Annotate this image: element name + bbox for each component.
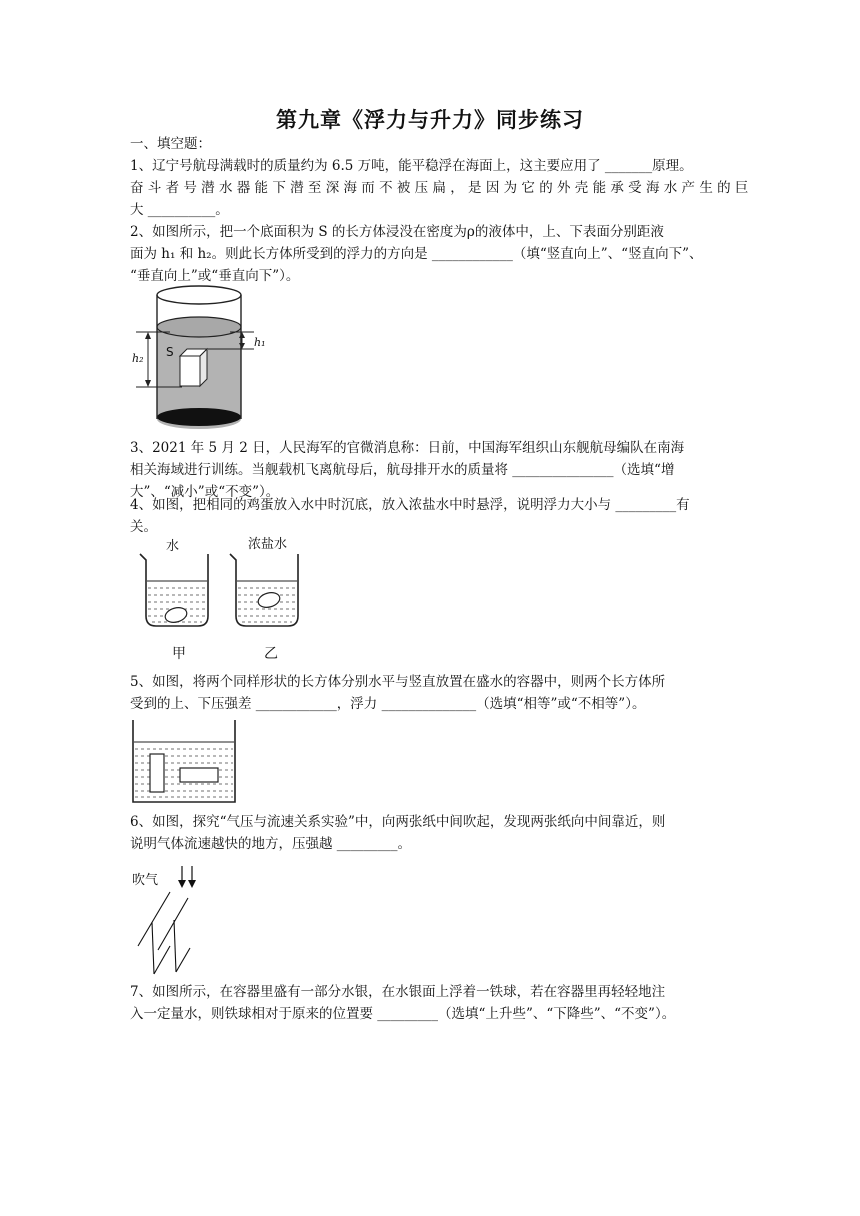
section-heading: 一、填空题： [130, 136, 211, 152]
h2-label: h₂ [132, 352, 144, 365]
beaker-left-caption: 甲 [172, 646, 186, 662]
q7-line-1: 7、如图所示，在容器里盛有一部分水银，在水银面上浮着一铁球，若在容器里再轻轻地注 [130, 984, 666, 1000]
q7-line-2: 入一定量水，则铁球相对于原来的位置要 _________（选填“上升些”、“下降些”、“不变”）。 [130, 1006, 676, 1022]
beakers-figure [130, 534, 310, 664]
paper-figure [130, 862, 220, 980]
q1-line-2: 奋 斗 者 号 潜 水 器 能 下 潜 至 深 海 而 不 被 压 扁 ， 是 因 为 它 的 外 壳 能 承 受 海 水 产 生 的 巨 [130, 180, 749, 196]
q4-line-1: 4、如图，把相同的鸡蛋放入水中时沉底，放入浓盐水中时悬浮，说明浮力大小与 _________有 [130, 497, 690, 513]
q6-line-2: 说明气体流速越快的地方，压强越 _________。 [130, 836, 412, 852]
beaker-right-caption: 乙 [264, 646, 278, 662]
page-title: 第九章《浮力与升力》同步练习 [276, 108, 584, 132]
s-label: S [166, 345, 174, 359]
q1-line-1: 1、辽宁号航母满载时的质量约为 6.5 万吨，能平稳浮在海面上，这主要应用了 _______原理。 [130, 158, 693, 174]
h1-label: h₁ [254, 336, 266, 349]
q3-line-1: 3、2021 年 5 月 2 日，人民海军的官微消息称：日前，中国海军组织山东舰航母编队在南海 [130, 440, 685, 456]
q6-line-1: 6、如图，探究“气压与流速关系实验”中，向两张纸中间吹起，发现两张纸向中间靠近，则 [130, 814, 666, 830]
q1-line-3: 大 __________。 [130, 202, 229, 218]
container-figure [130, 718, 240, 806]
q2-line-1: 2、如图所示，把一个底面积为 S 的长方体浸没在密度为ρ的液体中，上、下表面分别距液 [130, 224, 664, 240]
q4-line-2: 关。 [130, 519, 157, 535]
q5-line-1: 5、如图，将两个同样形状的长方体分别水平与竖直放置在盛水的容器中，则两个长方体所 [130, 674, 666, 690]
beaker-left-label: 水 [166, 539, 180, 554]
blow-label: 吹气 [132, 873, 159, 888]
q5-line-2: 受到的上、下压强差 ____________，浮力 ______________（选填“相等”或“不相等”）。 [130, 696, 646, 712]
q3-line-2: 相关海域进行训练。当舰载机飞离航母后，航母排开水的质量将 _______________（选填“增 [130, 462, 675, 478]
beaker-right-label: 浓盐水 [248, 537, 288, 552]
q2-line-3: “垂直向上”或“垂直向下”）。 [130, 268, 300, 284]
q2-line-2: 面为 h₁ 和 h₂。则此长方体所受到的浮力的方向是 ____________（填“竖直向上”、“竖直向下”、 [130, 246, 703, 262]
cylinder-figure [130, 282, 280, 430]
q3-line-3: 大”、“减小”或“不变”）。 [130, 484, 280, 500]
